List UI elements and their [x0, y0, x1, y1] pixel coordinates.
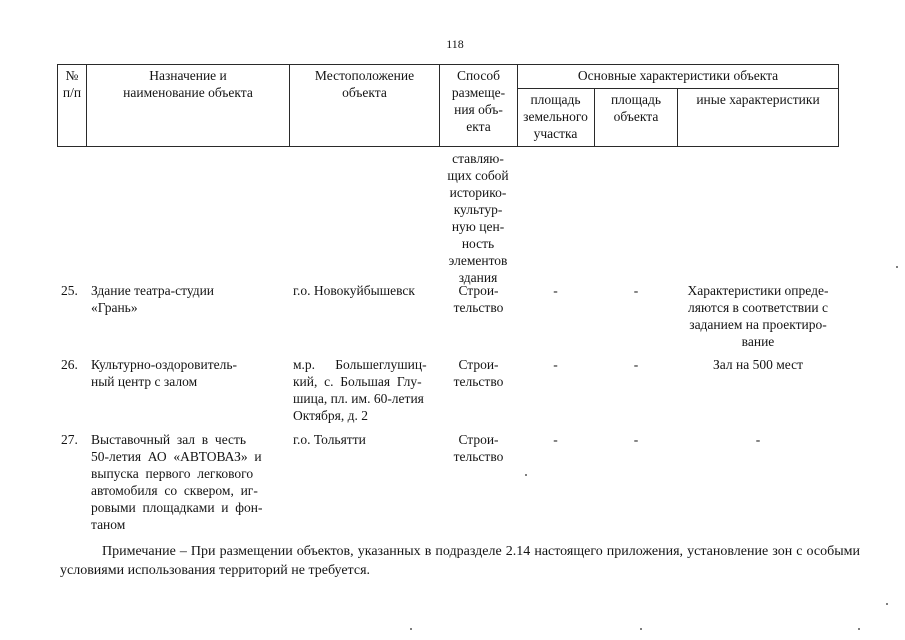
scan-speck: [896, 266, 898, 268]
table-right-border: [838, 64, 839, 147]
row-25-other: Характеристики опреде- ляются в соответствии с заданием на проектиро- вание: [687, 283, 829, 349]
header-number: № п/п: [62, 68, 82, 100]
row-27-land-area: -: [553, 432, 558, 447]
scan-speck: [640, 628, 642, 630]
scan-speck: [858, 628, 860, 630]
row-25-land-area: -: [553, 283, 558, 298]
row-27-location: г.о. Тольятти: [293, 432, 366, 447]
row-25-method: Строи- тельство: [453, 283, 504, 315]
footnote: Примечание – При размещении объектов, указанных в подразделе 2.14 настоящего приложения, установление зон с особыми условиями использования территорий не требуется.: [60, 544, 860, 578]
row-26-object-area: -: [633, 357, 639, 372]
row-25-name: Здание театра-студии «Грань»: [91, 283, 215, 315]
row-27-number: 27.: [61, 432, 78, 447]
header-location: Местоположение объекта: [314, 68, 415, 100]
header-land-area: площадь земельного участка: [523, 92, 588, 141]
page-number: 118: [446, 37, 464, 51]
row-26-method: Строи- тельство: [453, 357, 504, 389]
scan-speck: [410, 628, 412, 630]
header-method: Способ размеще- ния объ- екта: [451, 68, 506, 134]
row-25-number: 25.: [61, 283, 78, 298]
table-header-bottom-border: [57, 146, 838, 147]
header-main-characteristics: Основные характеристики объекта: [577, 68, 779, 83]
scan-speck: [525, 474, 527, 476]
header-object-area: площадь объекта: [610, 92, 662, 124]
row-27-method: Строи- тельство: [453, 432, 504, 464]
table-top-border: [57, 64, 838, 65]
row-26-name: Культурно-оздоровитель- ный центр с залом: [91, 357, 238, 389]
scan-speck: [886, 603, 888, 605]
continuation-method-text: ставляю- щих собой историко- культур- ную цен- ность элементов здания: [447, 151, 509, 285]
row-26-location: м.р. Большеглушиц- кий, с. Большая Глу- шица, пл. им. 60-летия Октября, д. 2: [293, 357, 427, 423]
row-25-object-area: -: [633, 283, 639, 298]
row-27-name: Выставочный зал в честь 50-летия АО «АВТОВАЗ» и выпуска первого легкового автомобиля со сквером, иг- ровыми площадками и фон- таном: [91, 432, 263, 532]
row-27-object-area: -: [633, 432, 639, 447]
row-25-location: г.о. Новокуйбышевск: [293, 283, 415, 298]
header-name: Назначение и наименование объекта: [123, 68, 253, 100]
row-26-other: Зал на 500 мест: [713, 357, 803, 372]
header-other: иные характеристики: [696, 92, 820, 107]
row-27-other: -: [755, 432, 761, 447]
row-26-land-area: -: [553, 357, 558, 372]
row-26-number: 26.: [61, 357, 78, 372]
